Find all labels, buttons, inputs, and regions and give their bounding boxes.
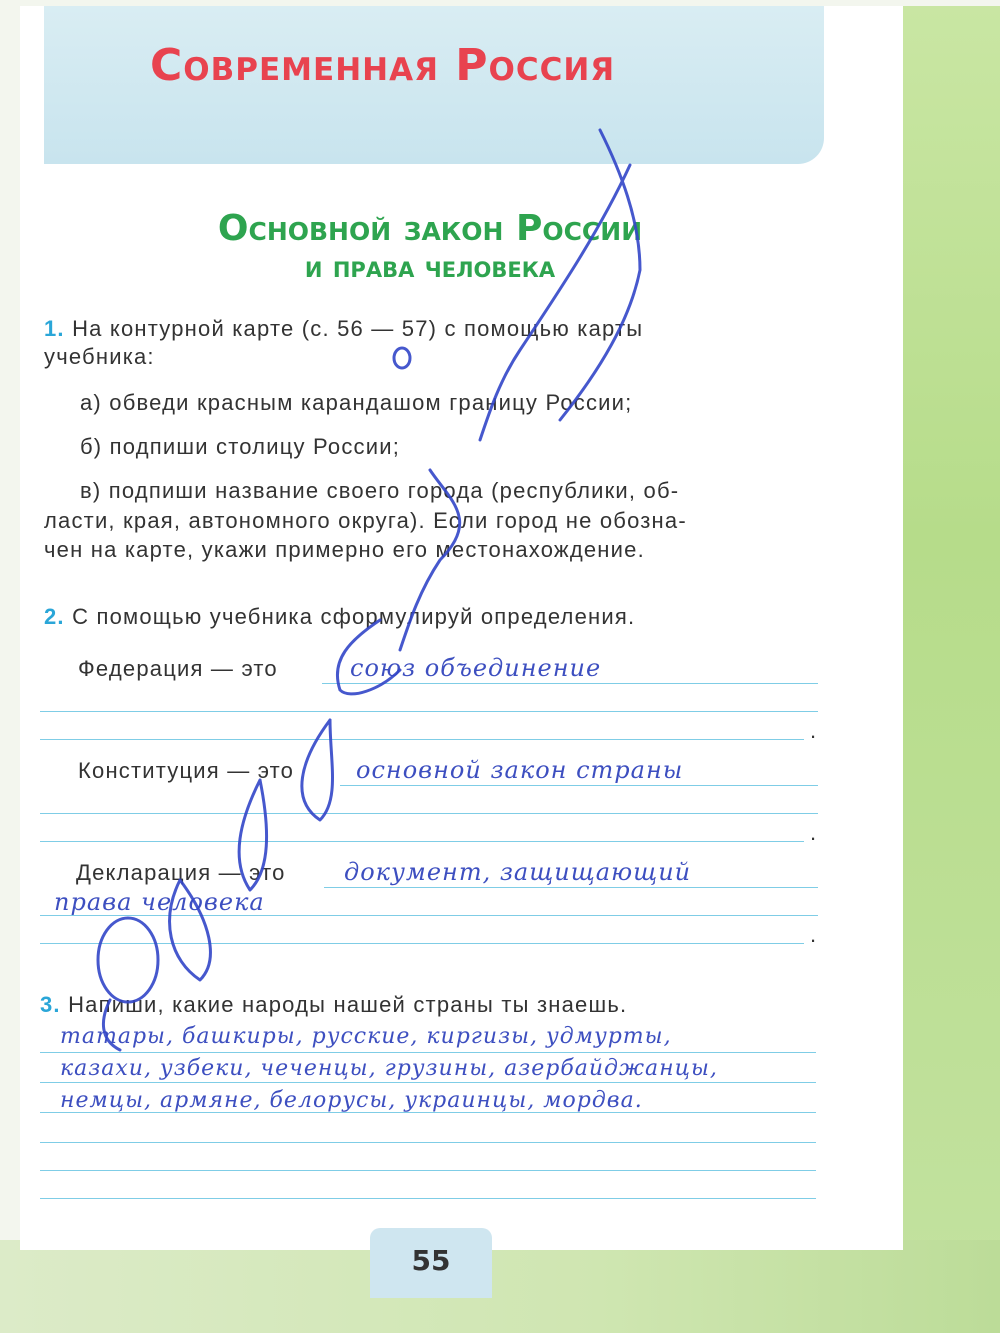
federation-label: Федерация — это (78, 656, 278, 681)
declaration-answer-line1: документ, защищающий (344, 858, 692, 886)
task2-number: 2. (44, 604, 65, 629)
constitution-answer: основной закон страны (356, 756, 684, 784)
task1-number: 1. (44, 316, 65, 341)
task2-text: С помощью учебника сформулируй определения. (72, 604, 636, 629)
page-number: 55 (411, 1244, 451, 1277)
task1-text-line1: На контурной карте (с. 56 — 57) с помощью карты (72, 316, 644, 341)
task1-item-b: б) подпиши столицу России; (80, 434, 401, 459)
declaration-label: Декларация — это (76, 860, 286, 885)
task1-text-line2: учебника: (44, 344, 155, 369)
period-mark: . (810, 922, 817, 947)
task3-answer-line1: татары, башкиры, русские, киргизы, удмурты, (60, 1024, 672, 1049)
task1-item-c-line1: в) подпиши название своего города (республики, об- (80, 478, 680, 503)
section-title-line2: и права человека (304, 250, 556, 285)
section-title-line1: Основной закон России (217, 208, 643, 249)
task3-answer-line3: немцы, армяне, белорусы, украинцы, мордва. (60, 1088, 643, 1113)
constitution-label: Конституция — это (78, 758, 295, 783)
task1-item-c-line3: чен на карте, укажи примерно его местонахождение. (44, 537, 645, 562)
task3-text: Напиши, какие народы нашей страны ты знаешь. (68, 992, 628, 1017)
task1-item-c-line2: ласти, края, автономного округа). Если город не обозна- (44, 508, 687, 533)
task1-item-a: а) обведи красным карандашом границу России; (80, 390, 633, 415)
page-title: Современная Россия (150, 40, 616, 91)
period-mark: . (810, 820, 817, 845)
task3-number: 3. (40, 992, 61, 1017)
federation-answer: союз объединение (350, 654, 602, 682)
declaration-answer-line2: права человека (54, 888, 265, 916)
period-mark: . (810, 718, 817, 743)
task3-answer-line2: казахи, узбеки, чеченцы, грузины, азербайджанцы, (60, 1056, 718, 1081)
